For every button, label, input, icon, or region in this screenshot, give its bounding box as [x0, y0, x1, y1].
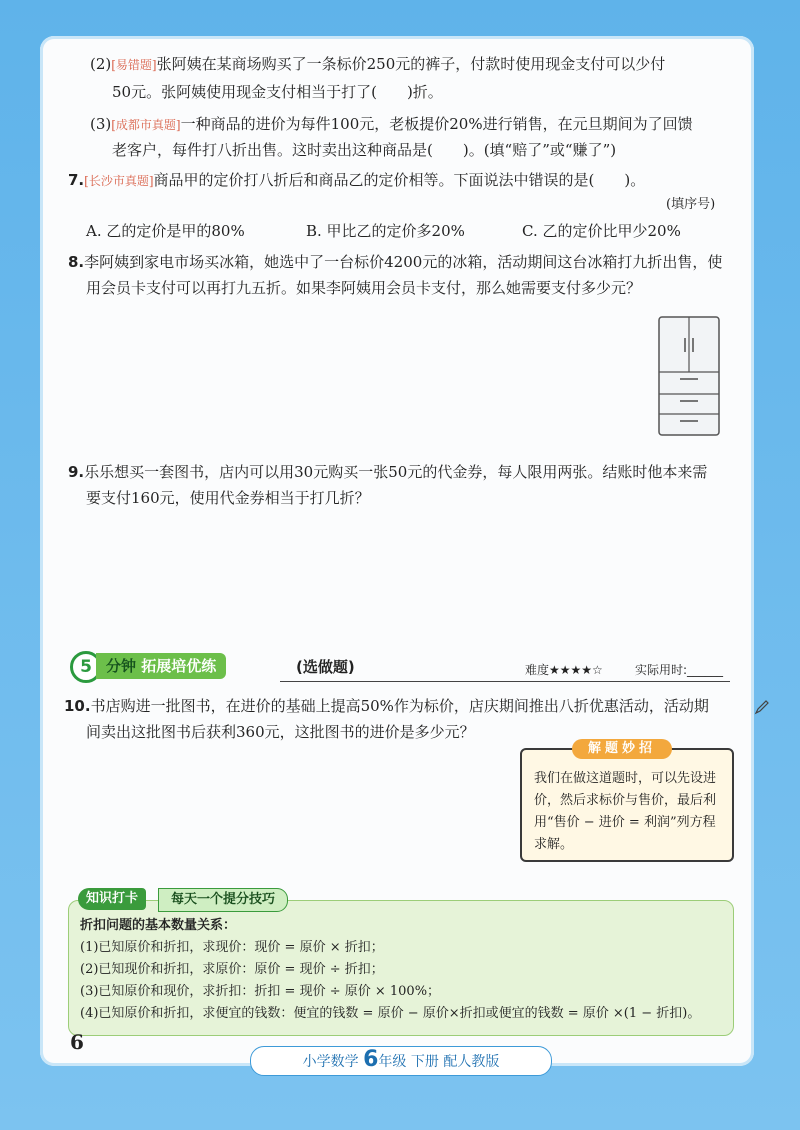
- section-badge: 5: [70, 651, 102, 683]
- refrigerator-icon: [658, 316, 720, 436]
- question-8-line2: 用会员卡支付可以再打九五折。如果李阿姨用会员卡支付，那么她需要支付多少元？: [86, 279, 642, 297]
- question-6-2-line2: 50元。张阿姨使用现金支付相当于打了( )折。: [112, 83, 443, 101]
- question-6-3-line2: 老客户，每件打八折出售。这时卖出这种商品是( )。(填“赔了”或“赚了”): [112, 141, 617, 159]
- knowledge-tab: 知识打卡: [78, 888, 146, 910]
- question-6-3: (3)[成都市真题]一种商品的进价为每件100元，老板提价20%进行销售，在元旦期间为了回馈: [90, 115, 693, 133]
- divider: [280, 681, 730, 682]
- knowledge-heading: 折扣问题的基本数量关系：: [80, 918, 237, 933]
- section-banner: [70, 651, 730, 683]
- page-number: 6: [70, 1030, 84, 1054]
- question-7: 7.[长沙市真题]商品甲的定价打八折后和商品乙的定价相等。下面说法中错误的是( )。: [68, 171, 646, 189]
- question-9: 9.乐乐想买一套图书，店内可以用30元购买一张50元的代金券，每人限用两张。结账时他本来需: [68, 463, 708, 481]
- knowledge-item: (1)已知原价和折扣，求现价：现价 = 原价 × 折扣；: [80, 940, 384, 955]
- question-10-line2: 间卖出这批图书后获利360元，这批图书的进价是多少元？: [86, 723, 475, 741]
- question-7-note: (填序号): [666, 197, 716, 212]
- knowledge-subtitle: 每天一个提分技巧: [158, 888, 288, 912]
- question-7-option-a: A. 乙的定价是甲的80%: [86, 222, 245, 240]
- footer-label: 小学数学 6年级 下册 配人教版: [250, 1046, 552, 1076]
- knowledge-item: (3)已知原价和现价，求折扣：折扣 = 现价 ÷ 原价 × 100%；: [80, 984, 441, 999]
- knowledge-item: (2)已知现价和折扣，求原价：原价 = 现价 ÷ 折扣；: [80, 962, 384, 977]
- tip-text: 我们在做这道题时，可以先设进价，然后求标价与售价，最后利用“售价 − 进价 = 利润”列方程求解。: [534, 771, 717, 852]
- question-8: 8.李阿姨到家电市场买冰箱，她选中了一台标价4200元的冰箱，活动期间这台冰箱打九折出售，使: [68, 253, 723, 271]
- worksheet: [40, 36, 754, 1066]
- time-used: 实际用时:______: [635, 663, 724, 677]
- knowledge-item: (4)已知原价和折扣，求便宜的钱数：便宜的钱数 = 原价 − 原价×折扣或便宜的钱数 = 原价 ×(1 − 折扣)。: [80, 1006, 701, 1021]
- question-7-option-b: B. 甲比乙的定价多20%: [306, 222, 465, 240]
- section-optional: (选做题): [296, 658, 355, 676]
- difficulty-rating: 难度★★★★☆: [525, 663, 603, 677]
- pencil-icon: [754, 699, 770, 715]
- question-7-option-c: C. 乙的定价比甲少20%: [522, 222, 681, 240]
- question-6-2: (2)[易错题]张阿姨在某商场购买了一条标价250元的裤子，付款时使用现金支付可以少付: [90, 55, 666, 73]
- question-10: 10.书店购进一批图书，在进价的基础上提高50%作为标价，店庆期间推出八折优惠活动，活动期: [64, 697, 709, 715]
- section-title: 分钟 拓展培优练: [96, 653, 226, 679]
- question-9-line2: 要支付160元，使用代金券相当于打几折？: [86, 489, 370, 507]
- tip-title: 解题妙招: [572, 739, 672, 759]
